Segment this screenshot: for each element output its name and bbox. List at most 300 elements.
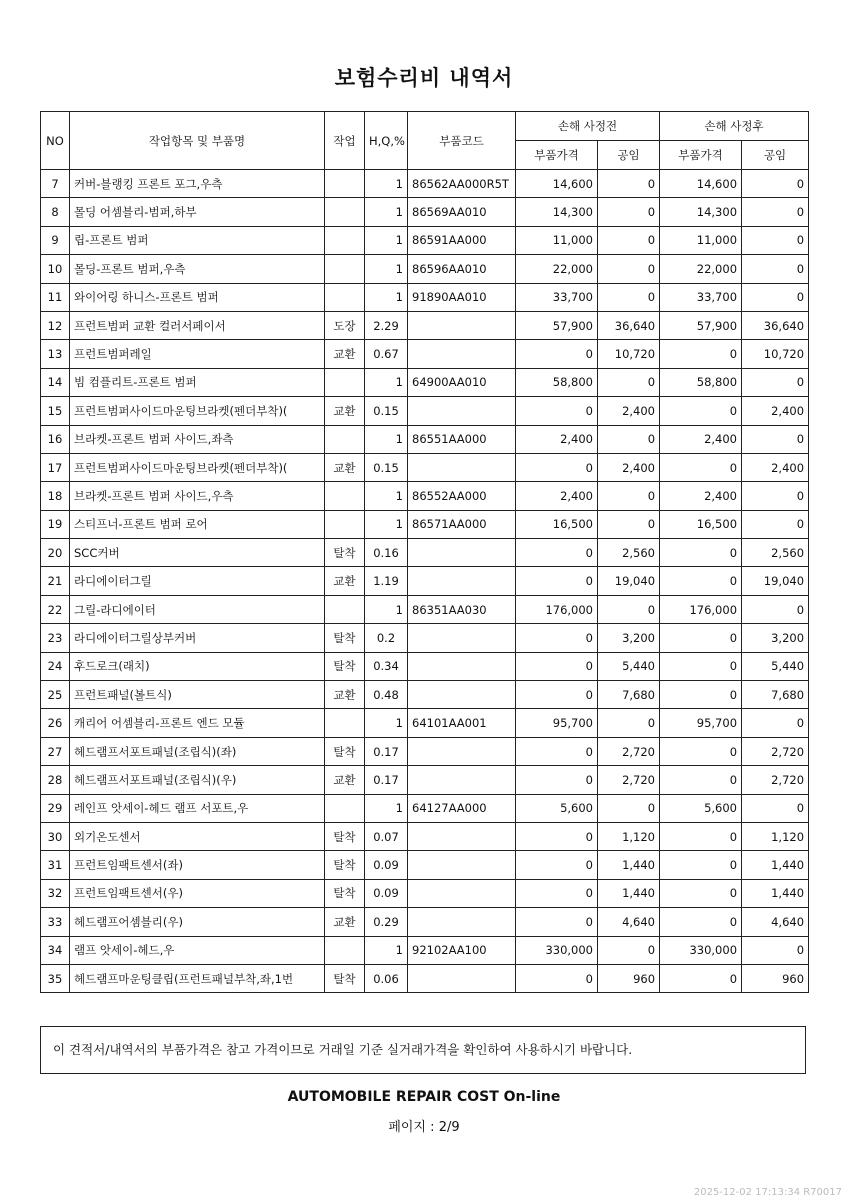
row-before-labor: 0: [598, 226, 660, 254]
row-before-labor: 2,400: [598, 397, 660, 425]
row-before-price: 0: [516, 652, 598, 680]
row-after-labor: 0: [742, 198, 809, 226]
row-no: 9: [41, 226, 70, 254]
row-after-labor: 2,400: [742, 397, 809, 425]
row-work-type: 탈착: [325, 822, 365, 850]
row-after-price: 0: [660, 681, 742, 709]
row-work-type: 탈착: [325, 539, 365, 567]
document-title: 보험수리비 내역서: [334, 66, 514, 90]
row-before-price: 33,700: [516, 283, 598, 311]
row-item-name: 헤드램프마운팅클립(프런트패널부착,좌,1번: [70, 964, 325, 992]
row-work-type: 탈착: [325, 879, 365, 907]
row-after-labor: 0: [742, 368, 809, 396]
table-row: [41, 482, 809, 510]
row-work-type: 탈착: [325, 851, 365, 879]
row-after-labor: 1,120: [742, 822, 809, 850]
row-no: 30: [41, 822, 70, 850]
table-row: [41, 936, 809, 964]
row-after-price: 33,700: [660, 283, 742, 311]
row-hq: 0.48: [365, 681, 408, 709]
row-work-type: [325, 198, 365, 226]
table-row: [41, 709, 809, 737]
row-before-labor: 7,680: [598, 681, 660, 709]
row-no: 15: [41, 397, 70, 425]
row-after-price: 2,400: [660, 425, 742, 453]
row-work-type: [325, 226, 365, 254]
row-after-price: 0: [660, 539, 742, 567]
row-no: 28: [41, 766, 70, 794]
row-before-labor: 36,640: [598, 311, 660, 339]
row-hq: 0.07: [365, 822, 408, 850]
row-no: 14: [41, 368, 70, 396]
row-before-labor: 0: [598, 170, 660, 198]
row-before-price: 95,700: [516, 709, 598, 737]
row-item-name: 와이어링 하니스-프론트 범퍼: [70, 283, 325, 311]
row-item-name: 브라켓-프론트 범퍼 사이드,좌측: [70, 425, 325, 453]
row-work-type: 교환: [325, 340, 365, 368]
row-hq: 1: [365, 198, 408, 226]
row-after-price: 58,800: [660, 368, 742, 396]
row-no: 31: [41, 851, 70, 879]
row-work-type: [325, 794, 365, 822]
row-part-code: [408, 908, 516, 936]
row-hq: 0.15: [365, 397, 408, 425]
row-before-labor: 5,440: [598, 652, 660, 680]
row-before-price: 0: [516, 453, 598, 481]
col-after-labor-header: 공임: [742, 141, 809, 170]
row-after-price: 5,600: [660, 794, 742, 822]
repair-cost-table: [40, 111, 809, 993]
row-part-code: [408, 851, 516, 879]
row-after-labor: 2,400: [742, 453, 809, 481]
row-before-labor: 10,720: [598, 340, 660, 368]
row-before-price: 2,400: [516, 425, 598, 453]
row-hq: 0.17: [365, 766, 408, 794]
row-no: 13: [41, 340, 70, 368]
row-no: 23: [41, 624, 70, 652]
row-after-labor: 0: [742, 595, 809, 623]
row-before-labor: 3,200: [598, 624, 660, 652]
row-before-labor: 2,720: [598, 766, 660, 794]
row-before-labor: 2,560: [598, 539, 660, 567]
row-item-name: 프런트범퍼레일: [70, 340, 325, 368]
row-item-name: 커버-블랭킹 프론트 포그,우측: [70, 170, 325, 198]
row-before-price: 330,000: [516, 936, 598, 964]
row-part-code: 92102AA100: [408, 936, 516, 964]
row-item-name: 프런트범퍼사이드마운팅브라켓(펜더부착)(: [70, 453, 325, 481]
row-item-name: 헤드램프어셈블리(우): [70, 908, 325, 936]
table-row: [41, 964, 809, 992]
col-item-header: 작업항목 및 부품명: [70, 112, 325, 170]
row-after-price: 0: [660, 964, 742, 992]
table-row: [41, 368, 809, 396]
row-item-name: 프런트범퍼사이드마운팅브라켓(펜더부착)(: [70, 397, 325, 425]
row-after-labor: 0: [742, 425, 809, 453]
row-item-name: SCC커버: [70, 539, 325, 567]
col-before-header: 손해 사정전: [516, 112, 660, 141]
row-hq: 1: [365, 170, 408, 198]
table-row: [41, 624, 809, 652]
table-row: [41, 453, 809, 481]
row-hq: 1.19: [365, 567, 408, 595]
row-after-price: 2,400: [660, 482, 742, 510]
table-row: [41, 766, 809, 794]
row-item-name: 캐리어 어셈블리-프론트 엔드 모듈: [70, 709, 325, 737]
table-row: [41, 879, 809, 907]
row-before-price: 14,600: [516, 170, 598, 198]
row-before-price: 14,300: [516, 198, 598, 226]
row-hq: 1: [365, 709, 408, 737]
row-before-labor: 1,440: [598, 851, 660, 879]
row-before-price: 16,500: [516, 510, 598, 538]
row-after-labor: 5,440: [742, 652, 809, 680]
row-hq: 0.09: [365, 851, 408, 879]
table-row: [41, 510, 809, 538]
table-row: [41, 595, 809, 623]
row-work-type: [325, 595, 365, 623]
row-no: 27: [41, 737, 70, 765]
col-code-header: 부품코드: [408, 112, 516, 170]
row-part-code: 91890AA010: [408, 283, 516, 311]
row-no: 34: [41, 936, 70, 964]
row-part-code: [408, 453, 516, 481]
row-before-labor: 0: [598, 283, 660, 311]
row-part-code: [408, 340, 516, 368]
row-work-type: [325, 255, 365, 283]
row-hq: 1: [365, 794, 408, 822]
table-row: [41, 851, 809, 879]
row-hq: 1: [365, 283, 408, 311]
row-work-type: 교환: [325, 681, 365, 709]
row-part-code: [408, 879, 516, 907]
row-after-price: 14,600: [660, 170, 742, 198]
table-header: [41, 112, 809, 170]
row-before-labor: 0: [598, 936, 660, 964]
row-after-price: 0: [660, 822, 742, 850]
row-hq: 0.67: [365, 340, 408, 368]
row-no: 21: [41, 567, 70, 595]
table-row: [41, 255, 809, 283]
row-after-price: 176,000: [660, 595, 742, 623]
row-part-code: [408, 624, 516, 652]
row-work-type: [325, 283, 365, 311]
row-before-price: 11,000: [516, 226, 598, 254]
row-before-price: 0: [516, 539, 598, 567]
row-part-code: 86591AA000: [408, 226, 516, 254]
row-no: 32: [41, 879, 70, 907]
row-before-labor: 0: [598, 482, 660, 510]
row-hq: 1: [365, 368, 408, 396]
row-work-type: 교환: [325, 766, 365, 794]
price-notice: 이 견적서/내역서의 부품가격은 참고 가격이므로 거래일 기준 실거래가격을 확인하여 사용하시기 바랍니다.: [40, 1026, 806, 1074]
row-part-code: [408, 766, 516, 794]
row-item-name: 레인프 앗세이-헤드 램프 서포트,우: [70, 794, 325, 822]
table-row: [41, 567, 809, 595]
row-before-price: 0: [516, 964, 598, 992]
row-part-code: [408, 822, 516, 850]
col-before-labor-header: 공임: [598, 141, 660, 170]
table-row: [41, 170, 809, 198]
row-after-labor: 36,640: [742, 311, 809, 339]
row-part-code: 86552AA000: [408, 482, 516, 510]
row-after-labor: 19,040: [742, 567, 809, 595]
row-after-price: 0: [660, 567, 742, 595]
row-part-code: [408, 652, 516, 680]
row-part-code: [408, 964, 516, 992]
row-work-type: 탈착: [325, 737, 365, 765]
row-part-code: 86569AA010: [408, 198, 516, 226]
row-before-price: 176,000: [516, 595, 598, 623]
row-after-labor: 7,680: [742, 681, 809, 709]
row-before-labor: 0: [598, 198, 660, 226]
table-row: [41, 311, 809, 339]
row-after-labor: 0: [742, 709, 809, 737]
row-after-labor: 2,560: [742, 539, 809, 567]
row-after-price: 95,700: [660, 709, 742, 737]
col-work-header: 작업: [325, 112, 365, 170]
col-after-header: 손해 사정후: [660, 112, 809, 141]
table-row: [41, 397, 809, 425]
row-part-code: 86596AA010: [408, 255, 516, 283]
row-no: 12: [41, 311, 70, 339]
row-hq: 0.09: [365, 879, 408, 907]
row-hq: 0.2: [365, 624, 408, 652]
table-row: [41, 226, 809, 254]
row-before-price: 0: [516, 737, 598, 765]
footer-title: AUTOMOBILE REPAIR COST On-line: [287, 1089, 561, 1105]
row-hq: 1: [365, 255, 408, 283]
row-work-type: 도장: [325, 311, 365, 339]
row-after-labor: 0: [742, 936, 809, 964]
row-before-price: 0: [516, 766, 598, 794]
table-row: [41, 283, 809, 311]
row-after-price: 57,900: [660, 311, 742, 339]
row-after-price: 0: [660, 766, 742, 794]
row-after-labor: 0: [742, 794, 809, 822]
row-after-price: 330,000: [660, 936, 742, 964]
row-no: 7: [41, 170, 70, 198]
row-after-labor: 0: [742, 510, 809, 538]
row-item-name: 브라켓-프론트 범퍼 사이드,우측: [70, 482, 325, 510]
row-before-price: 0: [516, 908, 598, 936]
row-part-code: 86571AA000: [408, 510, 516, 538]
row-item-name: 후드로크(래치): [70, 652, 325, 680]
row-item-name: 프런트임팩트센서(우): [70, 879, 325, 907]
row-work-type: 탈착: [325, 652, 365, 680]
row-after-price: 11,000: [660, 226, 742, 254]
row-no: 35: [41, 964, 70, 992]
row-item-name: 프런트임팩트센서(좌): [70, 851, 325, 879]
row-after-labor: 4,640: [742, 908, 809, 936]
row-after-labor: 2,720: [742, 766, 809, 794]
row-work-type: [325, 368, 365, 396]
row-work-type: 교환: [325, 397, 365, 425]
table-row: [41, 198, 809, 226]
row-before-labor: 0: [598, 794, 660, 822]
row-before-price: 57,900: [516, 311, 598, 339]
row-work-type: 교환: [325, 453, 365, 481]
row-after-price: 16,500: [660, 510, 742, 538]
row-part-code: 64127AA000: [408, 794, 516, 822]
row-hq: 0.34: [365, 652, 408, 680]
row-work-type: 교환: [325, 567, 365, 595]
row-after-price: 0: [660, 453, 742, 481]
row-item-name: 외기온도센서: [70, 822, 325, 850]
row-item-name: 그릴-라디에이터: [70, 595, 325, 623]
table-row: [41, 425, 809, 453]
row-no: 29: [41, 794, 70, 822]
row-work-type: [325, 510, 365, 538]
row-part-code: [408, 311, 516, 339]
row-after-price: 0: [660, 737, 742, 765]
row-no: 26: [41, 709, 70, 737]
row-item-name: 립-프론트 범퍼: [70, 226, 325, 254]
row-before-labor: 1,120: [598, 822, 660, 850]
row-work-type: [325, 170, 365, 198]
row-hq: 1: [365, 595, 408, 623]
row-before-price: 0: [516, 851, 598, 879]
row-part-code: [408, 567, 516, 595]
row-work-type: [325, 482, 365, 510]
row-after-labor: 0: [742, 283, 809, 311]
row-hq: 0.16: [365, 539, 408, 567]
table-row: [41, 794, 809, 822]
row-hq: 1: [365, 482, 408, 510]
table-row: [41, 340, 809, 368]
table-row: [41, 652, 809, 680]
row-no: 20: [41, 539, 70, 567]
row-part-code: [408, 397, 516, 425]
row-item-name: 몰딩 어셈블리-범퍼,하부: [70, 198, 325, 226]
row-after-price: 0: [660, 397, 742, 425]
row-before-labor: 1,440: [598, 879, 660, 907]
row-after-price: 0: [660, 879, 742, 907]
row-before-price: 0: [516, 624, 598, 652]
row-after-price: 0: [660, 340, 742, 368]
row-part-code: 64101AA001: [408, 709, 516, 737]
row-after-labor: 0: [742, 226, 809, 254]
row-before-price: 0: [516, 340, 598, 368]
row-before-labor: 0: [598, 368, 660, 396]
row-before-price: 0: [516, 397, 598, 425]
row-after-labor: 0: [742, 255, 809, 283]
print-timestamp: 2025-12-02 17:13:34 R70017: [693, 1187, 842, 1198]
col-no-header: NO: [41, 112, 70, 170]
row-before-price: 5,600: [516, 794, 598, 822]
row-item-name: 프런트범퍼 교환 컬러서페이서: [70, 311, 325, 339]
row-no: 11: [41, 283, 70, 311]
row-before-price: 58,800: [516, 368, 598, 396]
row-after-labor: 2,720: [742, 737, 809, 765]
row-before-price: 22,000: [516, 255, 598, 283]
row-after-price: 0: [660, 624, 742, 652]
table-row: [41, 681, 809, 709]
row-after-price: 22,000: [660, 255, 742, 283]
row-before-labor: 19,040: [598, 567, 660, 595]
row-item-name: 헤드램프서포트패널(조립식)(우): [70, 766, 325, 794]
row-item-name: 헤드램프서포트패널(조립식)(좌): [70, 737, 325, 765]
table-row: [41, 908, 809, 936]
row-no: 24: [41, 652, 70, 680]
col-hq-header: H,Q,%: [365, 112, 408, 170]
row-item-name: 램프 앗세이-헤드,우: [70, 936, 325, 964]
row-no: 25: [41, 681, 70, 709]
row-after-price: 0: [660, 908, 742, 936]
row-after-price: 0: [660, 851, 742, 879]
row-after-labor: 1,440: [742, 851, 809, 879]
page-number: 페이지 : 2/9: [388, 1120, 460, 1135]
row-part-code: 86351AA030: [408, 595, 516, 623]
table-row: [41, 822, 809, 850]
row-item-name: 빔 컴플리트-프론트 범퍼: [70, 368, 325, 396]
row-after-labor: 0: [742, 170, 809, 198]
row-item-name: 라디에이터그릴상부커버: [70, 624, 325, 652]
row-no: 16: [41, 425, 70, 453]
row-item-name: 프런트패널(볼트식): [70, 681, 325, 709]
row-before-labor: 0: [598, 425, 660, 453]
row-item-name: 스티프너-프론트 범퍼 로어: [70, 510, 325, 538]
row-hq: 0.06: [365, 964, 408, 992]
row-item-name: 라디에이터그릴: [70, 567, 325, 595]
row-no: 17: [41, 453, 70, 481]
row-before-labor: 2,720: [598, 737, 660, 765]
row-before-price: 0: [516, 822, 598, 850]
row-after-price: 14,300: [660, 198, 742, 226]
row-before-labor: 2,400: [598, 453, 660, 481]
row-hq: 1: [365, 510, 408, 538]
row-hq: 0.15: [365, 453, 408, 481]
row-work-type: [325, 709, 365, 737]
col-before-price-header: 부품가격: [516, 141, 598, 170]
row-work-type: 탈착: [325, 964, 365, 992]
row-before-labor: 0: [598, 595, 660, 623]
row-before-price: 0: [516, 879, 598, 907]
row-part-code: 64900AA010: [408, 368, 516, 396]
table-row: [41, 539, 809, 567]
row-hq: 1: [365, 425, 408, 453]
row-before-labor: 0: [598, 510, 660, 538]
row-hq: 0.17: [365, 737, 408, 765]
row-hq: 1: [365, 226, 408, 254]
row-before-price: 0: [516, 681, 598, 709]
row-no: 8: [41, 198, 70, 226]
row-before-price: 2,400: [516, 482, 598, 510]
row-part-code: 86551AA000: [408, 425, 516, 453]
row-after-labor: 1,440: [742, 879, 809, 907]
row-no: 22: [41, 595, 70, 623]
row-hq: 2.29: [365, 311, 408, 339]
col-after-price-header: 부품가격: [660, 141, 742, 170]
row-before-labor: 0: [598, 255, 660, 283]
row-work-type: 교환: [325, 908, 365, 936]
row-part-code: [408, 539, 516, 567]
row-after-labor: 0: [742, 482, 809, 510]
row-hq: 0.29: [365, 908, 408, 936]
table-body: [41, 170, 809, 993]
row-before-labor: 960: [598, 964, 660, 992]
row-no: 19: [41, 510, 70, 538]
row-before-labor: 0: [598, 709, 660, 737]
row-after-labor: 3,200: [742, 624, 809, 652]
row-before-price: 0: [516, 567, 598, 595]
row-part-code: 86562AA000R5T: [408, 170, 516, 198]
row-part-code: [408, 737, 516, 765]
row-no: 10: [41, 255, 70, 283]
row-work-type: [325, 936, 365, 964]
table-row: [41, 737, 809, 765]
row-after-labor: 10,720: [742, 340, 809, 368]
row-part-code: [408, 681, 516, 709]
